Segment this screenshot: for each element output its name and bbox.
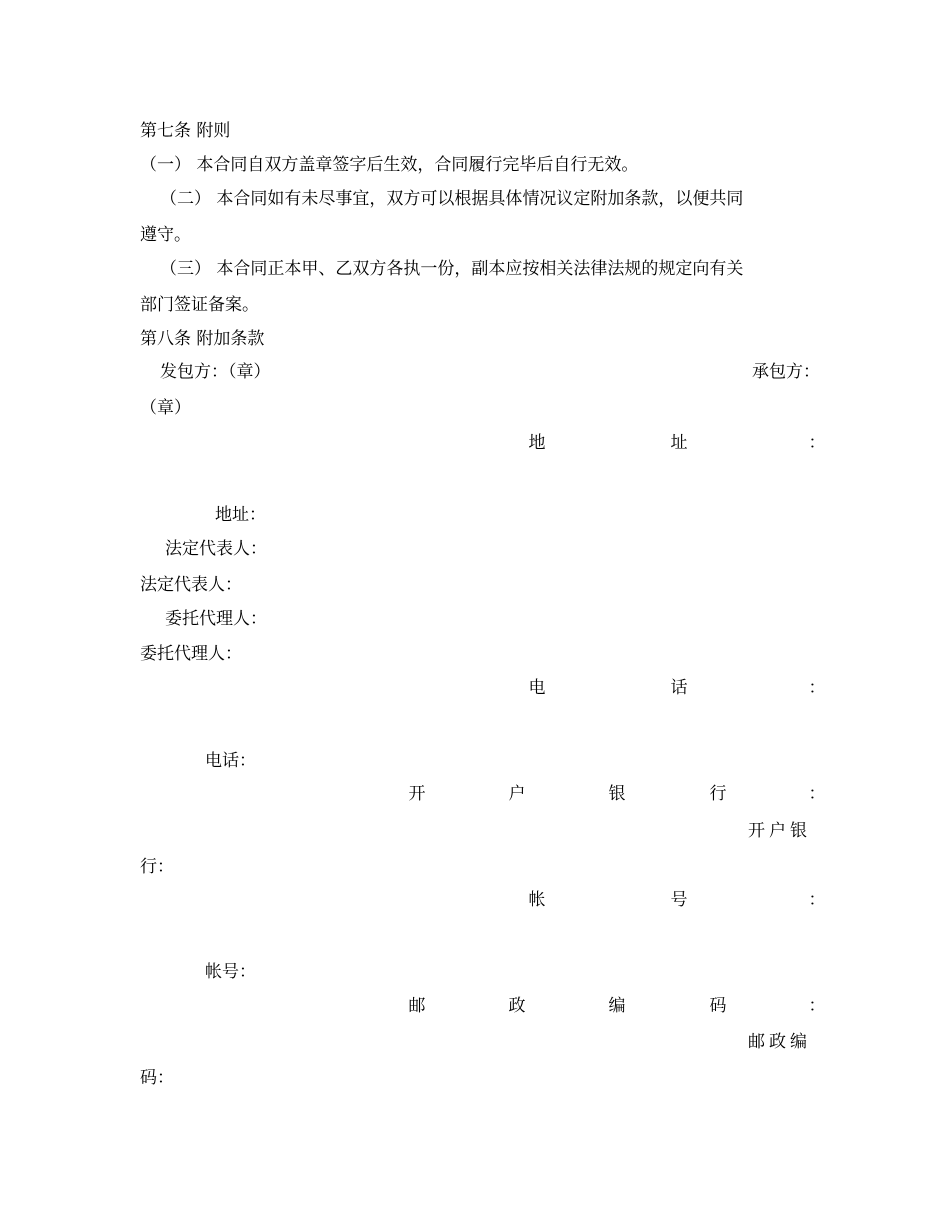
phone-char: ： <box>808 678 826 698</box>
party-b-seal-tail: （章） <box>140 398 191 418</box>
account-char: ： <box>808 890 826 910</box>
bank-char: 行 <box>709 784 727 804</box>
party-a-seal: 发包方：（章） <box>160 362 271 382</box>
postal-char: 码 <box>709 996 727 1016</box>
party-b-seal-head: 承包方： <box>752 362 820 382</box>
address-char: ： <box>808 433 826 453</box>
bank-char: 户 <box>508 784 526 804</box>
legal-rep-b: 法定代表人： <box>140 575 242 595</box>
address-char: 地 <box>528 433 546 453</box>
phone-char: 电 <box>528 678 546 698</box>
bank-label-tail: 行： <box>140 857 174 877</box>
article7-item1: （一） 本合同自双方盖章签字后生效，合同履行完毕后自行无效。 <box>140 155 639 175</box>
article7-title: 第七条 附则 <box>140 121 231 141</box>
legal-rep-a: 法定代表人： <box>165 539 267 559</box>
postal-char: ： <box>808 996 826 1016</box>
postal-char: 政 <box>508 996 526 1016</box>
article7-item2-line1: （二） 本合同如有未尽事宜，双方可以根据具体情况议定附加条款，以便共同 <box>160 189 744 209</box>
bank-char: 开 <box>408 784 426 804</box>
phone-label: 电话： <box>205 751 256 771</box>
bank-char: ： <box>808 784 826 804</box>
account-label: 帐号： <box>205 962 256 982</box>
agent-b: 委托代理人： <box>140 644 242 664</box>
article8-title: 第八条 附加条款 <box>140 329 265 349</box>
article7-item3-line1: （三） 本合同正本甲、乙双方各执一份，副本应按相关法律法规的规定向有关 <box>160 259 744 279</box>
bank-char: 银 <box>608 784 626 804</box>
account-char: 号 <box>670 890 688 910</box>
account-char: 帐 <box>528 890 546 910</box>
phone-char: 话 <box>670 678 688 698</box>
address-label: 地址： <box>215 505 266 525</box>
article7-item3-line2: 部门签证备案。 <box>140 295 259 315</box>
address-char: 址 <box>670 433 688 453</box>
postal-char: 邮 <box>408 996 426 1016</box>
postal-label-head: 邮政编 <box>748 1032 811 1052</box>
postal-label-tail: 码： <box>140 1068 174 1088</box>
article7-item2-line2: 遵守。 <box>140 225 191 245</box>
agent-a: 委托代理人： <box>165 609 267 629</box>
bank-label-head: 开户银 <box>748 821 811 841</box>
postal-char: 编 <box>608 996 626 1016</box>
